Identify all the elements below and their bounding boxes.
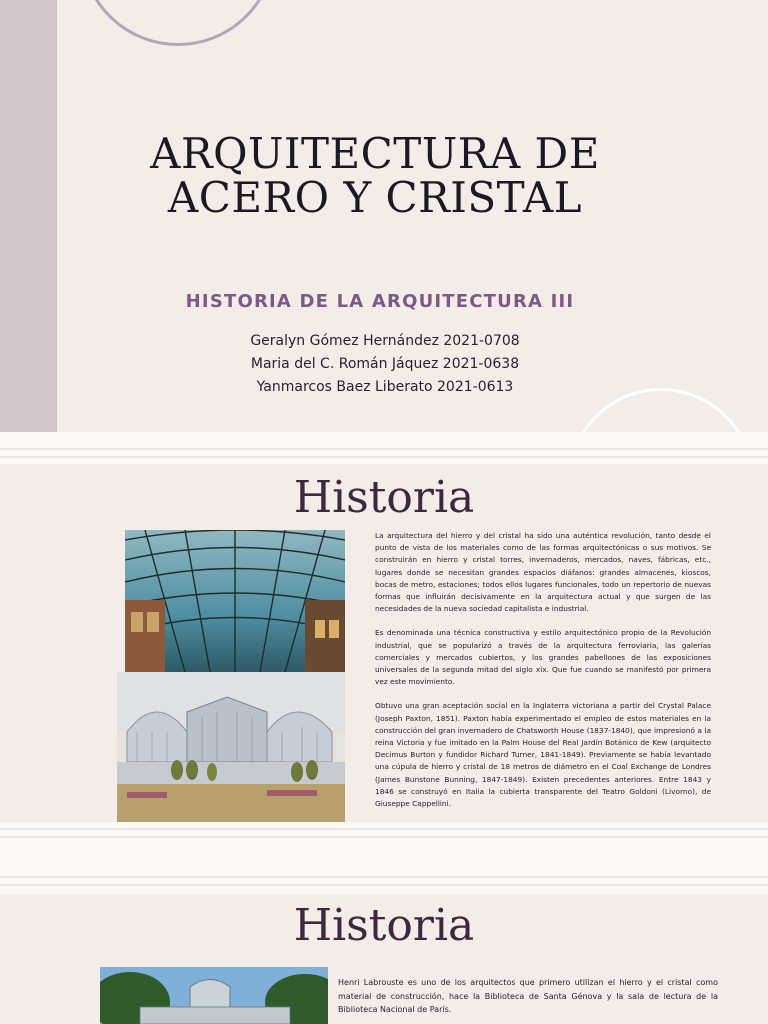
- slide-separator: [0, 432, 768, 464]
- decorative-side-bar: [0, 0, 57, 432]
- slide3-paragraph-1: Henri Labrouste es uno de los arquitectos que primero utilizan el hierro y el cristal como material de construcción, hace la Biblioteca de Santa Génova y la sala de lectura de la Biblioteca Nacional de París.: [338, 978, 718, 1014]
- slide2-paragraph-3: Obtuvo una gran aceptación social en la Inglaterra victoriana a partir del Crystal Palace (Joseph Paxton, 1851). Paxton había experimentado el empleo de estos materiales en la construcción del gran invernadero de Chatsworth House (1837-1840), que impresionó a la reina Victoria y fue imitado en la Palm House del Real Jardín Botánico de Kew (arquitecto Decimus Burton y fundidor Richard Turner, 1841-1849). Previamente se había levantado una cúpula de hierro y cristal de 18 metros de diámetro en el Coal Exchange de Londres (James Bunstone Bunning, 1847-1849). Existen precedentes anteriores. Entre 1843 y 1846 se construyó en Italia la cubierta transparente del Teatro Goldoni (Livorno), de Giuseppe Cappellini.: [375, 701, 711, 809]
- cover-slide: [0, 0, 768, 432]
- presentation-subtitle: HISTORIA DE LA ARQUITECTURA III: [185, 291, 575, 312]
- title-line-1: ARQUITECTURA DE: [150, 129, 600, 178]
- author-2: Maria del C. Román Jáquez 2021-0638: [250, 356, 520, 372]
- presentation-title: [120, 129, 630, 222]
- slide2-paragraph-1: La arquitectura del hierro y del cristal ha sido una auténtica revolución, tanto desde el punto de vista de los materiales como de las formas arquitectónicas o sus motivos. Se construirán en hierro y cristal torres, invernaderos, mercados, naves, fábricas, etc., lugares donde se necesitan grandes espacios diáfanos: grandes almacenes, kioscos, bocas de metro, estaciones; todos ellos lugares funcionales, todo un repertorio de nuevas formas que influirán decisivamente en la arquitectura actual y que surgen de las necesidades de la nueva sociedad capitalista e industrial.: [375, 531, 711, 614]
- historia-slide-1: [0, 464, 768, 822]
- author-3: Yanmarcos Baez Liberato 2021-0613: [256, 379, 514, 395]
- crystal-palace-illustration: [117, 672, 345, 822]
- slide2-text: [375, 530, 711, 822]
- author-1: Geralyn Gómez Hernández 2021-0708: [250, 333, 520, 349]
- slide-separator: [0, 822, 768, 894]
- slide-heading: Historia: [293, 472, 475, 523]
- decorative-circle: [80, 0, 276, 46]
- historia-slide-2: [0, 894, 768, 1024]
- title-line-2: ACERO Y CRISTAL: [167, 173, 583, 222]
- slide2-paragraph-2: Es denominada una técnica constructiva y estilo arquitectónico propio de la Revolución industrial, que se popularizó a través de la arquitectura ferroviaria, las galerías comerciales y mercados cubiertos, y los grandes pabellones de las exposiciones universales de la segunda mitad del siglo xix. Que fue cuando se manifestó por primera vez este movimiento.: [375, 628, 711, 687]
- decorative-arc: [568, 388, 754, 432]
- greenhouse-photo: [100, 967, 328, 1024]
- slide3-text: [338, 976, 718, 1017]
- slide-heading: Historia: [293, 900, 475, 951]
- glass-roof-photo: [125, 530, 345, 672]
- author-list: [180, 330, 590, 399]
